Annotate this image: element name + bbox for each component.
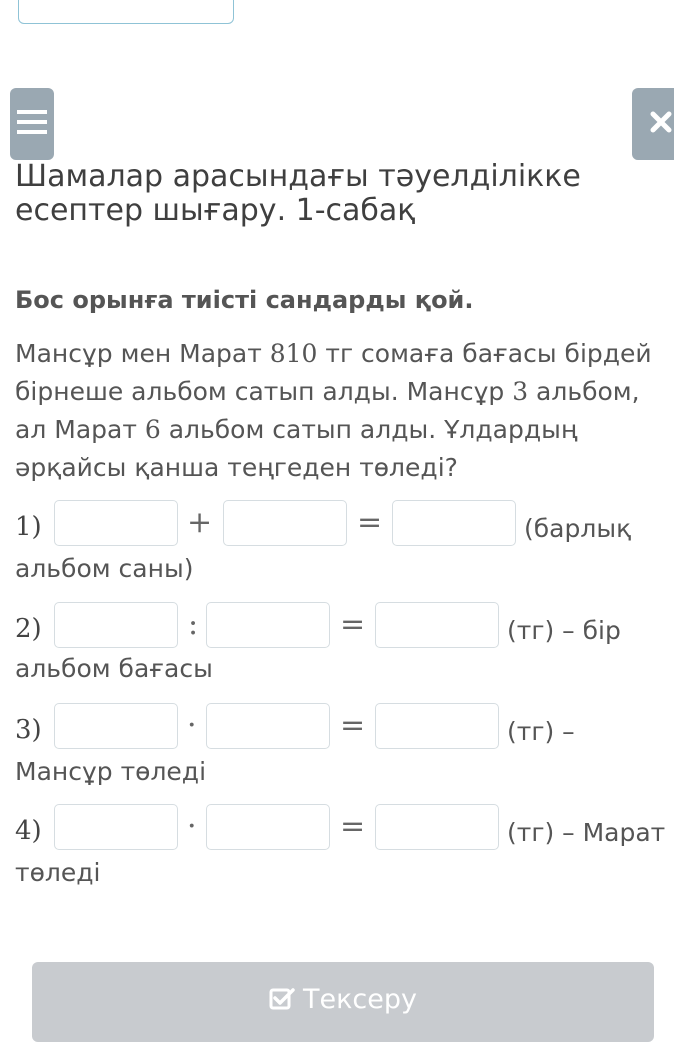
answer-input-2a[interactable] [54, 602, 178, 648]
answer-input-3b[interactable] [206, 703, 330, 749]
row-caption: (тг) – Марат [507, 818, 666, 847]
row-caption-continued: төледі [15, 858, 101, 887]
row-caption-continued: Мансұр төледі [15, 757, 207, 786]
equals-sign: = [340, 607, 366, 642]
divide-operator: : [188, 607, 199, 642]
answer-input-2b[interactable] [206, 602, 330, 648]
equation-row-4 [15, 804, 670, 894]
multiply-operator: · [187, 708, 197, 743]
answer-input-4a[interactable] [54, 804, 178, 850]
row-index: 3) [15, 715, 42, 745]
answer-input-1c[interactable] [392, 500, 516, 546]
row-index: 4) [15, 816, 42, 846]
problem-text: Мансұр мен Марат 810 тг сомаға бағасы бірдей бірнеше альбом сатып алды. Мансұр 3 альбом, ал Марат 6 альбом сатып алды. Ұлдардың әрқайсы қанша теңгеден төледі? [15, 339, 652, 482]
menu-button[interactable] [10, 88, 54, 160]
equation-row-3 [15, 703, 670, 793]
row-index: 1) [15, 512, 42, 542]
answer-input-4b[interactable] [206, 804, 330, 850]
close-icon [650, 111, 672, 137]
page-title: Шамалар арасындағы тәуелділікке есептер шығару. 1-сабақ [15, 159, 581, 228]
answer-input-3c[interactable] [375, 703, 499, 749]
answer-input-4c[interactable] [375, 804, 499, 850]
answer-input-1b[interactable] [223, 500, 347, 546]
equation-row-1 [15, 500, 670, 590]
row-caption: (тг) – бір [507, 616, 621, 645]
answer-input-2c[interactable] [375, 602, 499, 648]
check-button-label: Тексеру [303, 984, 417, 1015]
equation-row-2 [15, 602, 670, 692]
row-caption: (барлық [524, 514, 632, 543]
row-caption: (тг) – [507, 717, 575, 746]
equals-sign: = [340, 708, 366, 743]
check-button[interactable] [32, 962, 654, 1042]
hamburger-icon [17, 109, 47, 139]
answer-input-3a[interactable] [54, 703, 178, 749]
top-partial-box[interactable] [18, 0, 234, 24]
answer-input-1a[interactable] [54, 500, 178, 546]
close-button[interactable] [632, 88, 674, 160]
multiply-operator: · [187, 809, 197, 844]
equals-sign: = [357, 505, 383, 540]
equals-sign: = [340, 809, 366, 844]
row-caption-continued: альбом бағасы [15, 654, 213, 683]
row-index: 2) [15, 614, 42, 644]
checkbox-icon [269, 984, 303, 1018]
row-caption-continued: альбом саны) [15, 554, 194, 583]
task-instruction: Бос орынға тиісті сандарды қой. [15, 286, 474, 314]
plus-operator: + [187, 505, 213, 540]
